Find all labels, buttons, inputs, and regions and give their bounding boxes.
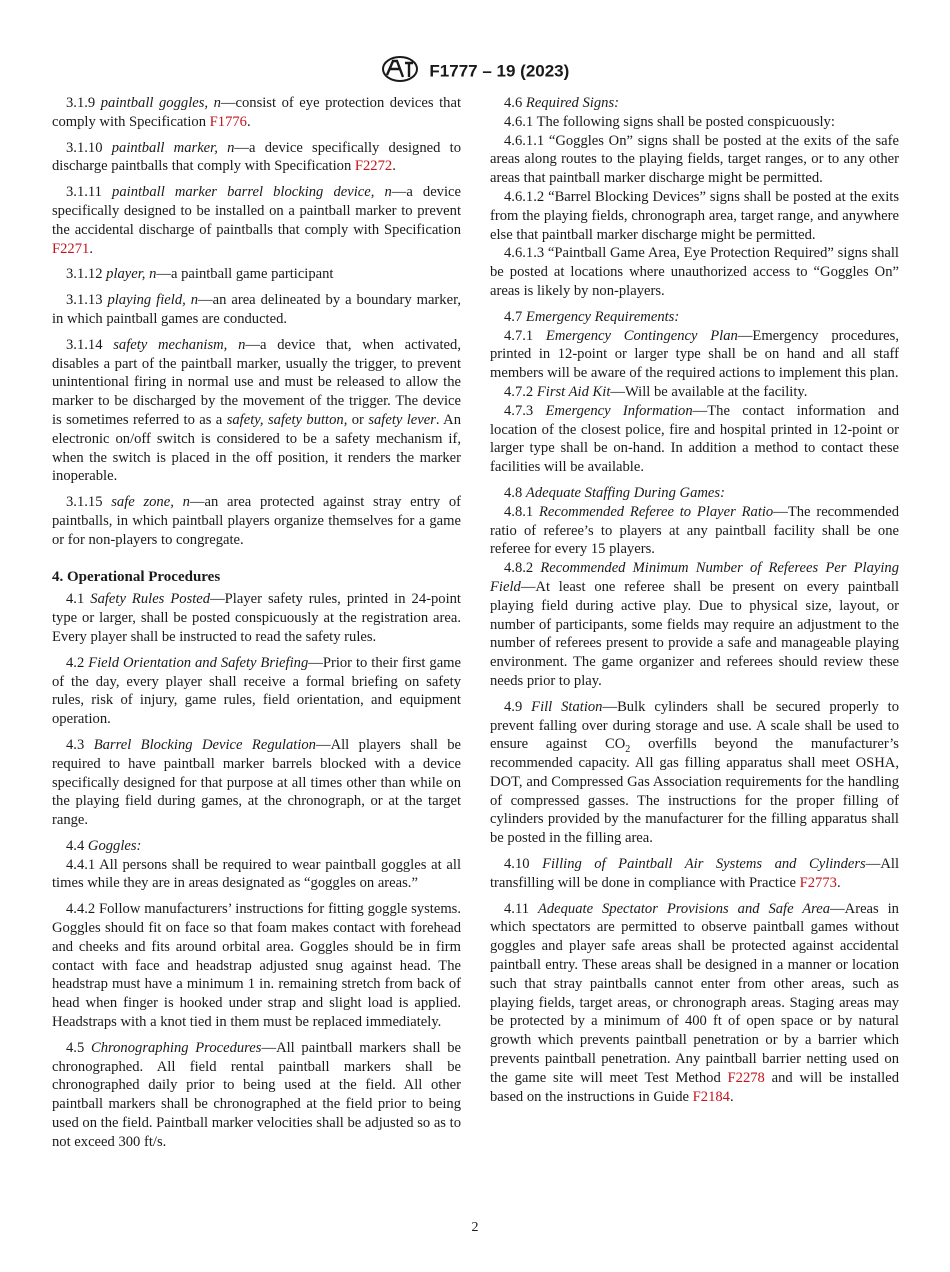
section-4-3: 4.3 Barrel Blocking Device Regulation—All players shall be required to have paintball marker barrels blocked with a device specifically designed for that purpose at all times other than while on the playing field during games, at the chronograph, or at the target range. <box>52 736 461 829</box>
section-4-10: 4.10 Filling of Paintball Air Systems and Cylinders—All transfilling will be done in compliance with Practice F2773. <box>490 856 899 891</box>
left-column <box>52 94 461 1152</box>
section-4-1: 4.1 Safety Rules Posted—Player safety rules, printed in 24-point type or larger, shall be posted conspicuously at the registration area. Every player shall be instructed to read the safety rules. <box>52 591 461 645</box>
right-column <box>490 94 899 1106</box>
section-4-6-1: 4.6.1 The following signs shall be posted conspicuously: <box>504 113 835 130</box>
section-4-7-3: 4.7.3 Emergency Information—The contact information and location of the closest police, fire and hospital printed in 12-point or larger type shall be on-hand. In addition a method to contact these facilities will be available. <box>490 402 899 476</box>
section-4-7-1: 4.7.1 Emergency Contingency Plan—Emergency procedures, printed in 12-point or larger type shall be on hand and all staff members will be aware of the required actions to implement this plan. <box>490 327 899 382</box>
section-heading: 4. Operational Procedures <box>52 568 221 585</box>
section-4-8-2: 4.8.2 Recommended Minimum Number of Referees Per Playing Field—At least one referee shall be present on every paintball playing field during active play. Due to physical size, layout, or number of participants, some fields may require an adjustment to the number of referees present to provide a safe and manageable playing environment. The game organizer and referees should review these needs prior to play. <box>490 560 900 689</box>
section-4-11: 4.11 Adequate Spectator Provisions and Safe Area—Areas in which spectators are permitted to observe paintball games without goggles and player safe areas shall be protected against accidental paintball entry. These areas shall be designed in a manner or location such that stray paintballs cannot enter from other areas, such as playing fields, target areas, or chronograph areas. Staging areas may be protected by a minimum of 400 ft of open space or by natural growth which prevents paintball penetration or by a barrier which prevents paintball penetration. Any paintball barrier netting used on the game site will meet Test Method F2278 and will be installed based on the instructions in Guide F2184. <box>490 900 899 1105</box>
section-4-4-2: 4.4.2 Follow manufacturers’ instructions for fitting goggle systems. Goggles should fit on face so that foam makes contact with forehead and cheeks and fits around orbital area. Goggles should be in firm contact with face and headstrap adjusted snug against head. The headstrap must have a minimum 1 in. remaining stretch from back of head when finger is hooked under strap and slight load is applied. Headstraps with a knot tied in them must be replaced immediately. <box>52 901 461 1031</box>
definition-player: 3.1.12 player, n—a paintball game participant <box>66 266 334 283</box>
definition-playing-field: 3.1.13 playing field, n—an area delineated by a boundary marker, in which paintball games are conducted. <box>52 292 461 327</box>
ref-link[interactable]: F2272 <box>354 158 393 175</box>
section-4-4-1: 4.4.1 All persons shall be required to wear paintball goggles at all times while they are in areas designated as “goggles on areas.” <box>52 856 461 892</box>
section-4-4: 4.4 Goggles: <box>66 837 142 854</box>
definition-safety-mechanism: 3.1.14 safety mechanism, n—a device that, when activated, disables a part of the paintball marker, usually the trigger, to prevent unintentional firing in normal use and must be released to allow the marker to be discharged by the movement of the trigger. The device is sometimes referred to as a safety, safety button, or safety lever. An electronic on/off switch is considered to be a safety mechanism if, when the switch is placed in the off position, it renders the marker inoperable. <box>52 336 461 485</box>
section-4-5: 4.5 Chronographing Procedures—All paintball markers shall be chronographed. All field rental paintball markers shall be chronographed daily prior to being used at the field. All other paintball markers shall be chronographed at the field prior to being used on the field. Paintball marker velocities shall be adjusted so as to not exceed 300 ft/s. <box>52 1039 461 1150</box>
section-4-6-1-1: 4.6.1.1 “Goggles On” signs shall be posted at the exits of the safe areas along routes to the playing fields, target ranges, or to any other areas that paintball marker discharge might be permitted. <box>490 132 899 187</box>
ref-link[interactable]: F2184 <box>692 1088 730 1105</box>
definition-paintball-goggles: 3.1.9 paintball goggles, n—consist of eye protection devices that comply with Specification F1776. <box>52 95 462 130</box>
definition-safe-zone: 3.1.15 safe zone, n—an area protected against stray entry of paintballs, in which paintball players organize themselves for a game or for non-players to congregate. <box>52 494 461 548</box>
section-4-7: 4.7 Emergency Requirements: <box>504 308 680 325</box>
page-number: 2 <box>471 1220 479 1235</box>
ref-link[interactable]: F2278 <box>727 1069 765 1086</box>
section-4-6: 4.6 Required Signs: <box>504 95 619 111</box>
section-4-6-1-3: 4.6.1.3 “Paintball Game Area, Eye Protection Required” signs shall be posted at locations where unauthorized access to “Goggles On” areas is likely by non-players. <box>490 245 899 299</box>
section-4-6-1-2: 4.6.1.2 “Barrel Blocking Devices” signs shall be posted at the exits from the playing fields, chronograph area, target range, and anywhere else that paintball marker discharge might be permitted. <box>490 188 899 243</box>
ref-link[interactable]: F1776 <box>209 113 247 130</box>
document-designation: F1777 – 19 (2023) <box>429 61 570 81</box>
section-4-9: 4.9 Fill Station—Bulk cylinders shall be secured properly to prevent falling over during storage and use. A scale shall be used to ensure against $CO_2$ overfills beyond the manufacturer’s recommended capacity. All gas filling apparatus shall meet OSHA, DOT, and Compressed Gas Association requirements for the handling of compressed gasses. The instructions for the proper filling of cylinders provided by the manufacturer for the filling apparatus shall be posted in the filling area. <box>490 698 900 847</box>
definition-barrel-blocking-device: 3.1.11 paintball marker barrel blocking device, n—a device specifically designed to be installed on a paintball marker to prevent the accidental discharge of paintballs that comply with Specification F2271. <box>52 184 461 257</box>
section-4-7-2: 4.7.2 First Aid Kit—Will be available at the facility. <box>504 383 808 400</box>
definition-paintball-marker: 3.1.10 paintball marker, n—a device specifically designed to discharge paintballs that comply with Specification F2272. <box>52 139 462 175</box>
astm-logo <box>381 55 419 88</box>
section-4-2: 4.2 Field Orientation and Safety Briefing—Prior to their first game of the day, every player shall receive a formal briefing on safety rules, risk of injury, game rules, field orientation, and equipment operation. <box>52 654 461 728</box>
section-4-8-1: 4.8.1 Recommended Referee to Player Ratio—The recommended ratio of referee’s to players at any paintball facility shall be one referee for every 15 players. <box>490 503 899 558</box>
page-header <box>0 55 950 88</box>
section-4-8: 4.8 Adequate Staffing During Games: <box>504 484 725 501</box>
ref-link[interactable]: F2773 <box>799 874 837 891</box>
ref-link[interactable]: F2271 <box>52 240 90 257</box>
